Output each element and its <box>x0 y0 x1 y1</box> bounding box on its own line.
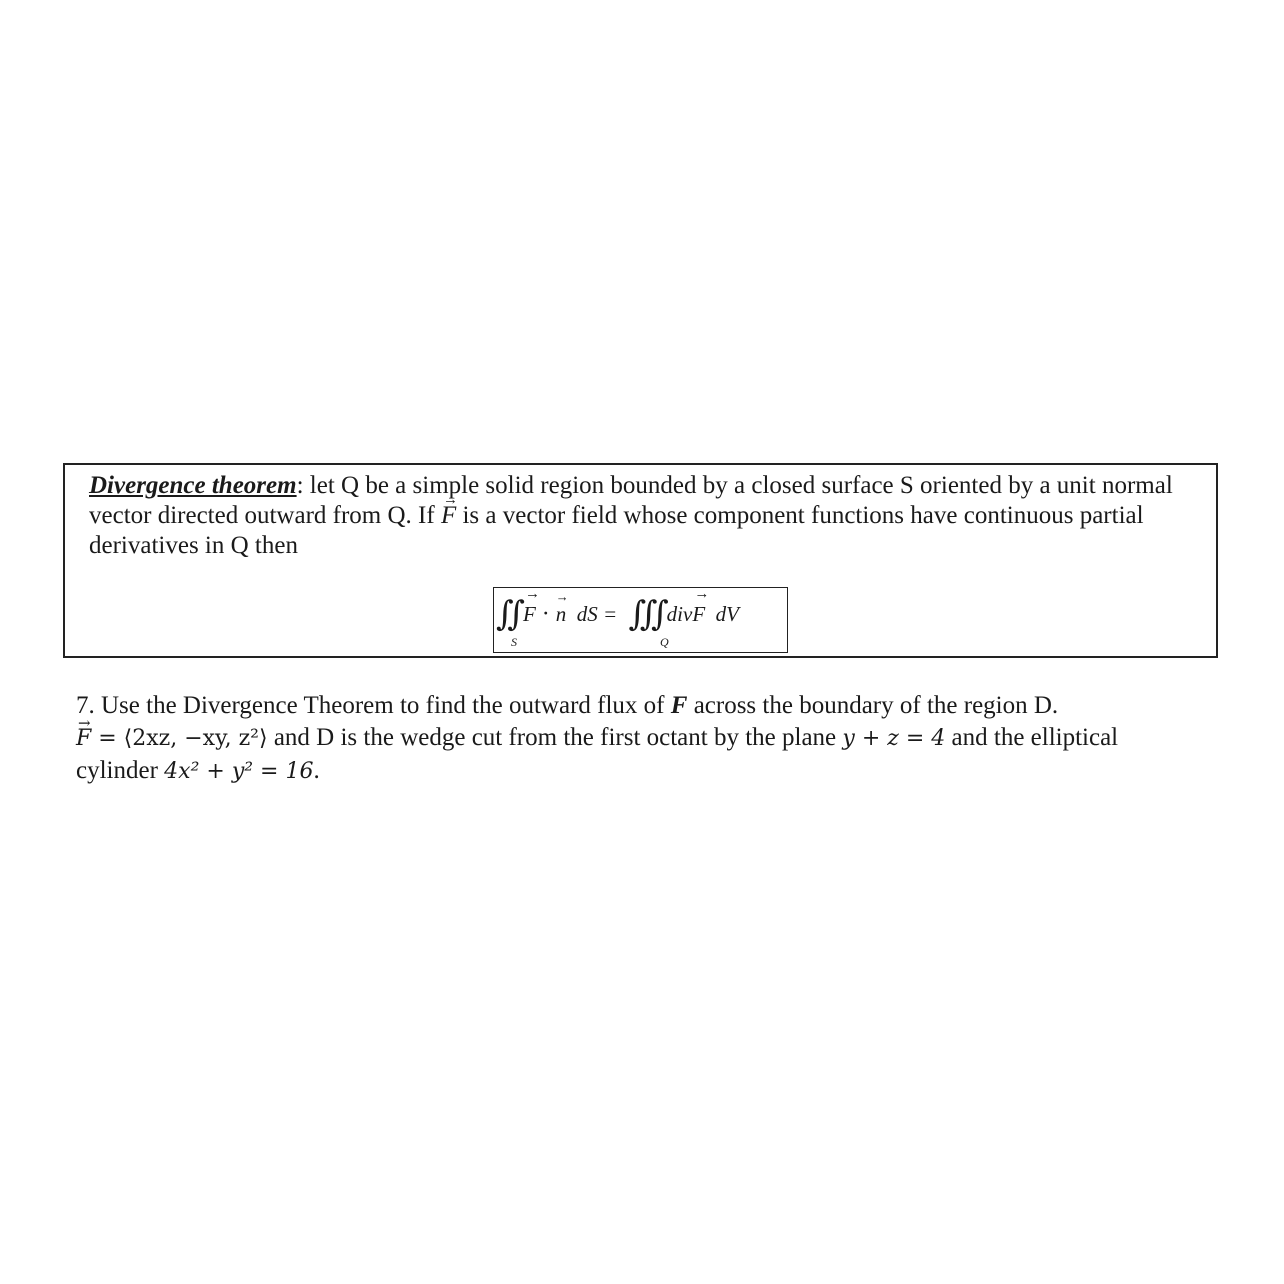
formula-dS: dS = <box>566 602 623 626</box>
formula-dot: · <box>535 601 556 627</box>
vector-F: → F <box>441 501 456 531</box>
field-F: → F <box>76 723 91 755</box>
theorem-text-part1: : let Q be a simple solid region bounded by a closed surface S oriented by a unit normal vector directed outward from Q. If <box>89 472 1173 529</box>
problem-text-e: cylinder <box>76 757 165 784</box>
problem-7 <box>76 690 1216 788</box>
theorem-box <box>63 463 1218 658</box>
problem-text-end: . <box>313 757 320 784</box>
double-integral: ∬ <box>496 596 517 633</box>
formula-F: → F <box>523 602 536 627</box>
problem-text-c: and D is the wedge cut from the first octant by the plane <box>267 724 843 751</box>
problem-text-a: 7. Use the Divergence Theorem to find the outward flux of <box>76 692 671 719</box>
triple-integral: ∭ <box>628 596 661 633</box>
subscript-S: S <box>511 635 517 649</box>
problem-line-1 <box>76 690 1216 722</box>
formula-div: div <box>666 602 693 626</box>
theorem-text-part2: is a vector field whose component functions have continuous partial derivatives in Q then <box>89 502 1144 559</box>
plane-equation: y + z = 4 <box>842 726 946 751</box>
bold-F: F <box>670 692 688 719</box>
formula-box <box>493 587 788 653</box>
problem-text-d: and the elliptical <box>945 724 1119 751</box>
subscript-Q: Q <box>660 635 669 649</box>
problem-line-3 <box>76 755 1216 788</box>
theorem-text <box>89 471 1199 561</box>
formula <box>496 594 739 634</box>
field-definition: = ⟨2xz, −xy, z²⟩ <box>91 726 268 751</box>
cylinder-equation: 4x² + y² = 16 <box>164 759 314 784</box>
problem-line-2 <box>76 722 1216 755</box>
theorem-title: Divergence theorem <box>89 472 297 499</box>
formula-dV: dV <box>705 602 739 626</box>
problem-text-b: across the boundary of the region D. <box>687 692 1059 719</box>
formula-div-F: → F <box>692 602 705 627</box>
formula-n: → n <box>556 602 567 627</box>
